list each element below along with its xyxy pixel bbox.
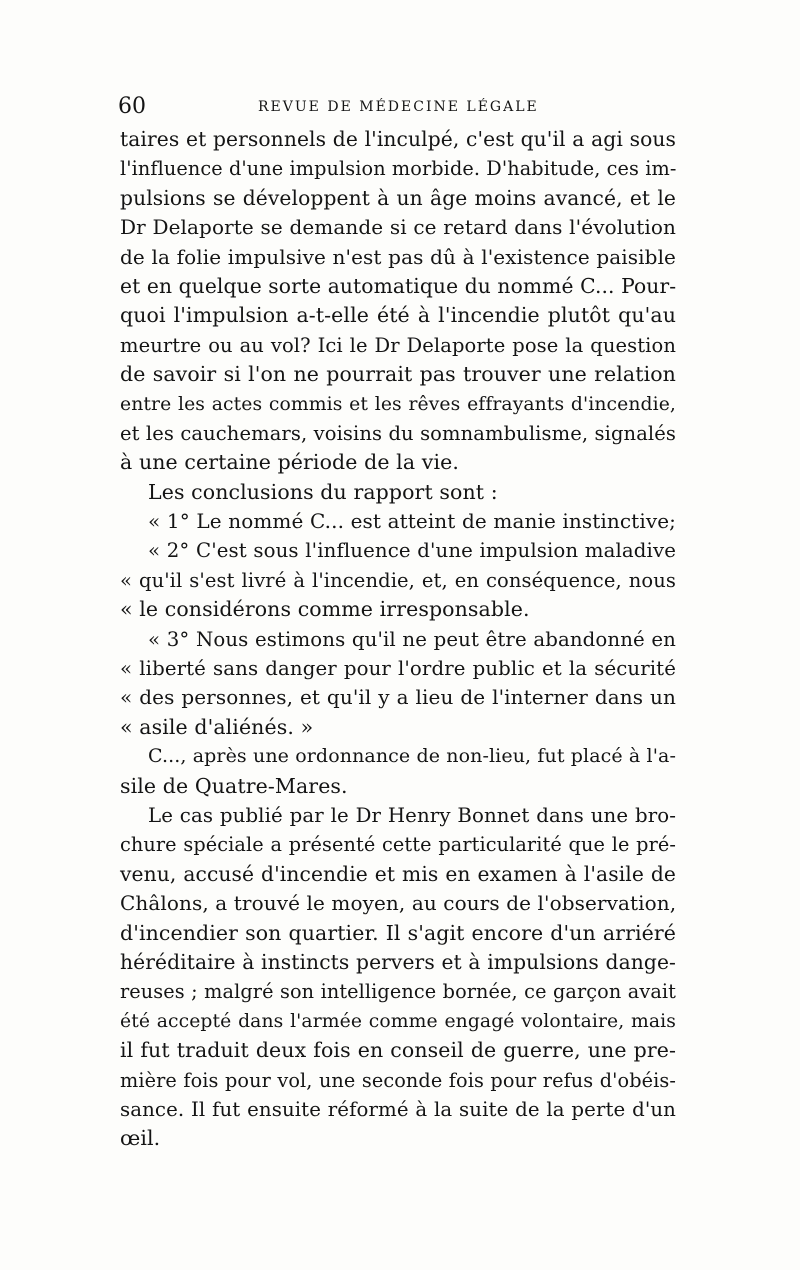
- text-line: « le considérons comme irresponsable.: [120, 597, 530, 622]
- text-line: Les conclusions du rapport sont :: [148, 479, 498, 504]
- text-line: héréditaire à instincts pervers et à impulsions dange-: [120, 949, 676, 974]
- text-line: quoi l'impulsion a-t-elle été à l'incendie plutôt qu'au: [120, 303, 676, 328]
- text-line: « 1° Le nommé C... est atteint de manie instinctive;: [148, 509, 676, 534]
- text-line: « des personnes, et qu'il y a lieu de l'interner dans un: [120, 685, 676, 710]
- text-line: œil.: [120, 1126, 161, 1151]
- text-line: chure spéciale a présenté cette particularité que le pré-: [120, 833, 676, 857]
- text-line: été accepté dans l'armée comme engagé volontaire, mais: [120, 1010, 676, 1032]
- text-line: pulsions se développent à un âge moins avancé, et le: [120, 185, 676, 210]
- text-line: sance. Il fut ensuite réformé à la suite de la perte d'un: [120, 1097, 676, 1121]
- text-line: C..., après une ordonnance de non-lieu, fut placé à l'a-: [148, 745, 676, 768]
- text-line: meurtre ou au vol? Ici le Dr Delaporte pose la question: [120, 333, 676, 357]
- page-number: 60: [118, 94, 146, 119]
- text-line: « qu'il s'est livré à l'incendie, et, en conséquence, nous: [120, 568, 676, 592]
- text-line: entre les actes commis et les rêves effrayants d'incendie,: [120, 393, 676, 415]
- text-line: Dr Delaporte se demande si ce retard dans l'évolution: [120, 215, 676, 240]
- running-head: [118, 94, 678, 120]
- text-line: l'influence d'une impulsion morbide. D'habitude, ces im-: [120, 157, 677, 181]
- text-line: de savoir si l'on ne pourrait pas trouver une relation: [120, 362, 676, 387]
- text-line: « liberté sans danger pour l'ordre public et la sécurité: [120, 657, 676, 681]
- text-line: Le cas publié par le Dr Henry Bonnet dans une bro-: [148, 803, 676, 827]
- text-line: Châlons, a trouvé le moyen, au cours de l'observation,: [120, 891, 677, 916]
- text-line: taires et personnels de l'inculpé, c'est qu'il a agi sous: [120, 127, 676, 151]
- text-line: « 3° Nous estimons qu'il ne peut être abandonné en: [148, 627, 676, 651]
- text-line: de la folie impulsive n'est pas dû à l'existence paisible: [120, 244, 676, 269]
- journal-title: REVUE DE MÉDECINE LÉGALE: [258, 99, 539, 115]
- text-line: reuses ; malgré son intelligence bornée, ce garçon avait: [120, 980, 676, 1004]
- text-line: à une certaine période de la vie.: [120, 450, 459, 475]
- text-line: « 2° C'est sous l'influence d'une impulsion maladive: [148, 539, 676, 563]
- text-line: et les cauchemars, voisins du somnambulisme, signalés: [120, 421, 676, 445]
- text-line: sile de Quatre-Mares.: [120, 773, 348, 798]
- text-line: mière fois pour vol, une seconde fois pour refus d'obéis-: [120, 1068, 676, 1092]
- text-line: d'incendier son quartier. Il s'agit encore d'un arriéré: [120, 920, 676, 945]
- text-line: il fut traduit deux fois en conseil de guerre, une pre-: [120, 1038, 676, 1063]
- text-line: et en quelque sorte automatique du nommé C... Pour-: [120, 273, 677, 298]
- text-line: venu, accusé d'incendie et mis en examen à l'asile de: [120, 861, 676, 886]
- body-text: [120, 125, 676, 1154]
- text-line: « asile d'aliénés. »: [120, 714, 314, 739]
